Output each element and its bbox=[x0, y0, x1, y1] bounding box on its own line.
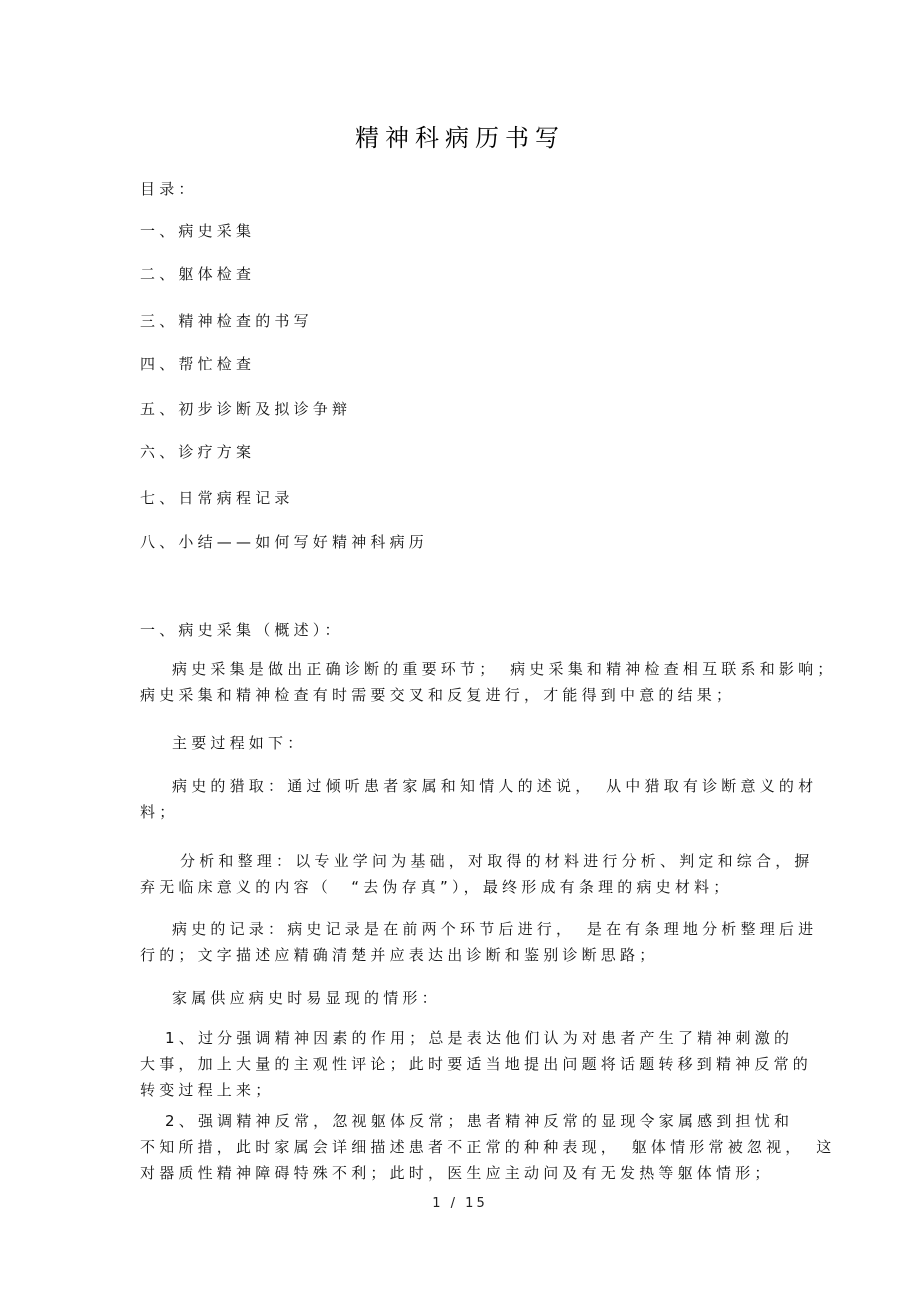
toc-item: 二、躯体检查 bbox=[140, 265, 256, 283]
toc-item: 五、初步诊断及拟诊争辩 bbox=[140, 400, 352, 418]
intro-paragraph bbox=[140, 656, 837, 708]
section-heading: 一、病史采集（概述）： bbox=[140, 621, 344, 639]
text-line: 病史的猎取：通过倾听患者家属和知情人的述说， 从中猎取有诊断意义的材 bbox=[172, 777, 818, 795]
text-line: 料； bbox=[140, 803, 179, 821]
toc-item: 一、病史采集 bbox=[140, 222, 256, 240]
paragraph-analyze bbox=[140, 848, 814, 900]
text-line: 对器质性精神障碍特殊不利；此时，医生应主动问及有无发热等躯体情形； bbox=[140, 1164, 774, 1182]
toc-item: 四、帮忙检查 bbox=[140, 355, 256, 373]
text-line: 弃无临床意义的内容（ “去伪存真”），最终形成有条理的病史材料； bbox=[140, 878, 733, 896]
text-line: 转变过程上来； bbox=[140, 1081, 275, 1099]
text-line: 分析和整理：以专业学问为基础，对取得的材料进行分析、判定和综合，摒 bbox=[180, 852, 814, 870]
text-line: 病史采集是做出正确诊断的重要环节； 病史采集和精神检查相互联系和影响； bbox=[172, 660, 837, 678]
document-title: 精神科病历书写 bbox=[355, 124, 565, 152]
process-heading: 主要过程如下： bbox=[172, 734, 307, 752]
toc-item: 七、日常病程记录 bbox=[140, 489, 294, 507]
list-item-1 bbox=[140, 1025, 813, 1103]
text-line: 病史的记录：病史记录是在前两个环节后进行， 是在有条理地分析整理后进 bbox=[172, 920, 818, 938]
toc-item: 六、诊疗方案 bbox=[140, 443, 256, 461]
paragraph-record bbox=[140, 916, 818, 968]
page-indicator: 1 / 15 bbox=[432, 1196, 488, 1211]
paragraph-collect bbox=[140, 773, 818, 825]
text-line: 1、过分强调精神因素的作用；总是表达他们认为对患者产生了精神刺激的 bbox=[165, 1029, 794, 1047]
toc-item: 三、精神检查的书写 bbox=[140, 312, 313, 330]
text-line: 2、强调精神反常，忽视躯体反常；患者精神反常的显现令家属感到担忧和 bbox=[165, 1112, 794, 1130]
toc-heading: 目录： bbox=[140, 180, 198, 198]
list-item-2 bbox=[140, 1108, 836, 1186]
toc-item: 八、小结——如何写好精神科病历 bbox=[140, 533, 429, 551]
text-line: 行的；文字描述应精确清楚并应表达出诊断和鉴别诊断思路； bbox=[140, 946, 659, 964]
text-line: 病史采集和精神检查有时需要交叉和反复进行，才能得到中意的结果； bbox=[140, 686, 736, 704]
text-line: 不知所措，此时家属会详细描述患者不正常的种种表现， 躯体情形常被忽视， 这 bbox=[140, 1138, 836, 1156]
family-heading: 家属供应病史时易显现的情形： bbox=[172, 989, 441, 1007]
text-line: 大事，加上大量的主观性评论；此时要适当地提出问题将话题转移到精神反常的 bbox=[140, 1055, 813, 1073]
